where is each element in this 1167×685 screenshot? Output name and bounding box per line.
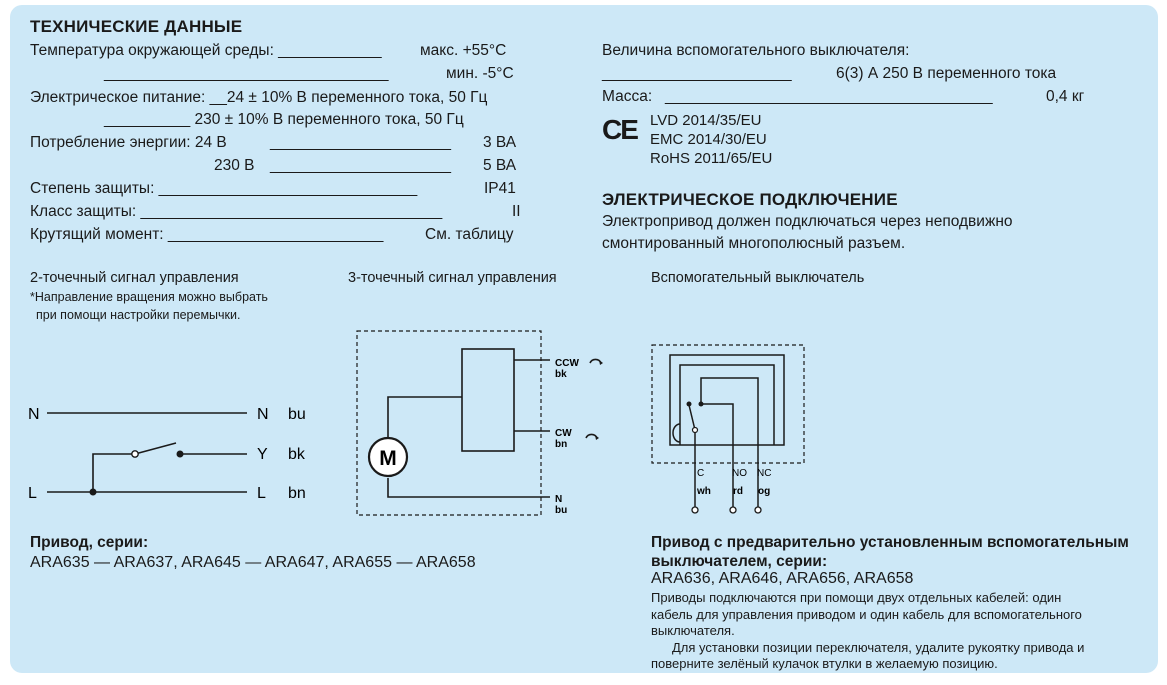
mass-line: ______________________________________: [665, 88, 993, 105]
no-terminal: [730, 507, 736, 513]
series-right-text-5: поверните зелёный кулачок втулки в желаемую позицию.: [651, 656, 998, 671]
switch-blade: [135, 443, 176, 454]
aux-pivot: [693, 428, 698, 433]
l-left-label: L: [28, 485, 37, 502]
ambient-min-line: _________________________________: [104, 65, 389, 82]
n-right-label: N: [257, 406, 269, 423]
consumption-230-label: 230 В: [214, 157, 255, 174]
power-230: __________ 230 ± 10% В переменного тока, 50 Гц: [104, 111, 464, 128]
switch-contact-open: [132, 451, 138, 457]
three-point-diagram: [357, 331, 603, 516]
n-label-3pt: N: [555, 494, 563, 505]
tech-title: ТЕХНИЧЕСКИЕ ДАННЫЕ: [30, 17, 243, 36]
l-right-label: L: [257, 485, 266, 502]
torque-label: Крутящий момент: _________________________: [30, 226, 384, 243]
consumption-label: Потребление энергии: 24 В: [30, 134, 227, 151]
aux-title: Величина вспомогательного выключателя:: [602, 42, 910, 59]
electric-title: ЭЛЕКТРИЧЕСКОЕ ПОДКЛЮЧЕНИЕ: [602, 190, 898, 209]
three-point-title: 3-точечный сигнал управления: [348, 270, 557, 286]
nc-terminal: [755, 507, 761, 513]
aux-line: ______________________: [602, 65, 792, 82]
n-left-label: N: [28, 406, 40, 423]
y-color-label: bk: [288, 446, 305, 463]
aux-switch-title: Вспомогательный выключатель: [651, 270, 865, 286]
emc-directive: EMC 2014/30/EU: [650, 131, 767, 148]
two-point-note-2: при помощи настройки перемычки.: [36, 308, 241, 322]
ip-label: Степень защиты: ______________________________: [30, 180, 418, 197]
nc-color-label: og: [758, 486, 771, 497]
aux-inner-frame: [680, 365, 774, 445]
aux-outer-frame: [670, 355, 784, 445]
aux-contact-1: [687, 402, 692, 407]
c-color-label: wh: [697, 486, 711, 497]
series-right-text-1: Приводы подключаются при помощи двух отдельных кабелей: один: [651, 590, 1062, 605]
cw-label: CW: [555, 428, 572, 439]
consumption-230-line: _____________________: [270, 157, 452, 174]
class-value: II: [512, 203, 521, 220]
l-color-label: bn: [288, 485, 306, 502]
nc-label: NC: [757, 468, 772, 479]
n-color-label: bu: [288, 406, 306, 423]
no-color-label: rd: [733, 486, 743, 497]
aux-blade: [689, 405, 695, 430]
consumption-24-value: 3 ВА: [483, 134, 517, 151]
series-left-models: ARA635 — ARA637, ARA645 — ARA647, ARA655 — ARA658: [30, 554, 476, 571]
ambient-label: Температура окружающей среды: ____________: [30, 42, 382, 59]
ccw-color-label: bk: [555, 369, 567, 380]
power-label: Электрическое питание: __24 ± 10% В переменного тока, 50 Гц: [30, 89, 488, 106]
y-right-label: Y: [257, 446, 268, 463]
cw-color-label: bn: [555, 439, 568, 450]
ip-value: IP41: [484, 180, 516, 197]
series-right-text-2: кабель для управления приводом и один кабель для вспомогательного: [651, 607, 1082, 622]
ambient-max: макс. +55°C: [420, 42, 507, 59]
n-wire-3pt: [388, 478, 550, 497]
junction-dot: [90, 489, 97, 496]
cw-arrowhead-icon: [595, 435, 599, 440]
aux-contact-2: [699, 402, 704, 407]
n-color-label-3pt: bu: [555, 505, 568, 516]
class-label: Класс защиты: ___________________________________: [30, 203, 443, 220]
c-label: C: [697, 468, 705, 479]
series-right-title-2: выключателем, серии:: [651, 553, 828, 570]
mass-value: 0,4 кг: [1046, 88, 1085, 105]
series-right-title-1: Привод с предварительно установленным вспомогательным: [651, 534, 1129, 551]
torque-value: См. таблицу: [425, 226, 514, 243]
series-right-models: ARA636, ARA646, ARA656, ARA658: [651, 570, 914, 587]
switch-contact-y: [177, 451, 184, 458]
electric-text-1: Электропривод должен подключаться через неподвижно: [602, 213, 1013, 230]
consumption-24-line: _____________________: [270, 134, 452, 151]
control-block: [462, 349, 514, 451]
lvd-directive: LVD 2014/35/EU: [650, 112, 762, 129]
consumption-230-value: 5 ВА: [483, 157, 517, 174]
aux-switch-diagram: [652, 345, 804, 513]
aux-cam-icon: [673, 424, 680, 442]
motor-label: M: [379, 447, 397, 470]
ccw-label: CCW: [555, 358, 579, 369]
series-right-text-3: выключателя.: [651, 623, 735, 638]
mass-label: Масса:: [602, 88, 653, 105]
rohs-directive: RoHS 2011/65/EU: [650, 150, 773, 167]
switch-lead: [93, 454, 135, 492]
ce-mark: CE: [602, 114, 637, 145]
no-label: NO: [732, 468, 747, 479]
two-point-title: 2-точечный сигнал управления: [30, 270, 239, 286]
aux-value: 6(3) А 250 В переменного тока: [836, 65, 1057, 82]
c-terminal: [692, 507, 698, 513]
electric-text-2: смонтированный многополюсный разъем.: [602, 235, 906, 252]
motor-lead-top: [388, 397, 462, 437]
ccw-arrowhead-icon: [599, 360, 603, 365]
ambient-min: мин. -5°C: [446, 65, 514, 82]
series-left-title: Привод, серии:: [30, 534, 149, 551]
two-point-note-1: *Направление вращения можно выбрать: [30, 290, 268, 304]
series-right-text-4: Для установки позиции переключателя, удалите рукоятку привода и: [672, 640, 1085, 655]
